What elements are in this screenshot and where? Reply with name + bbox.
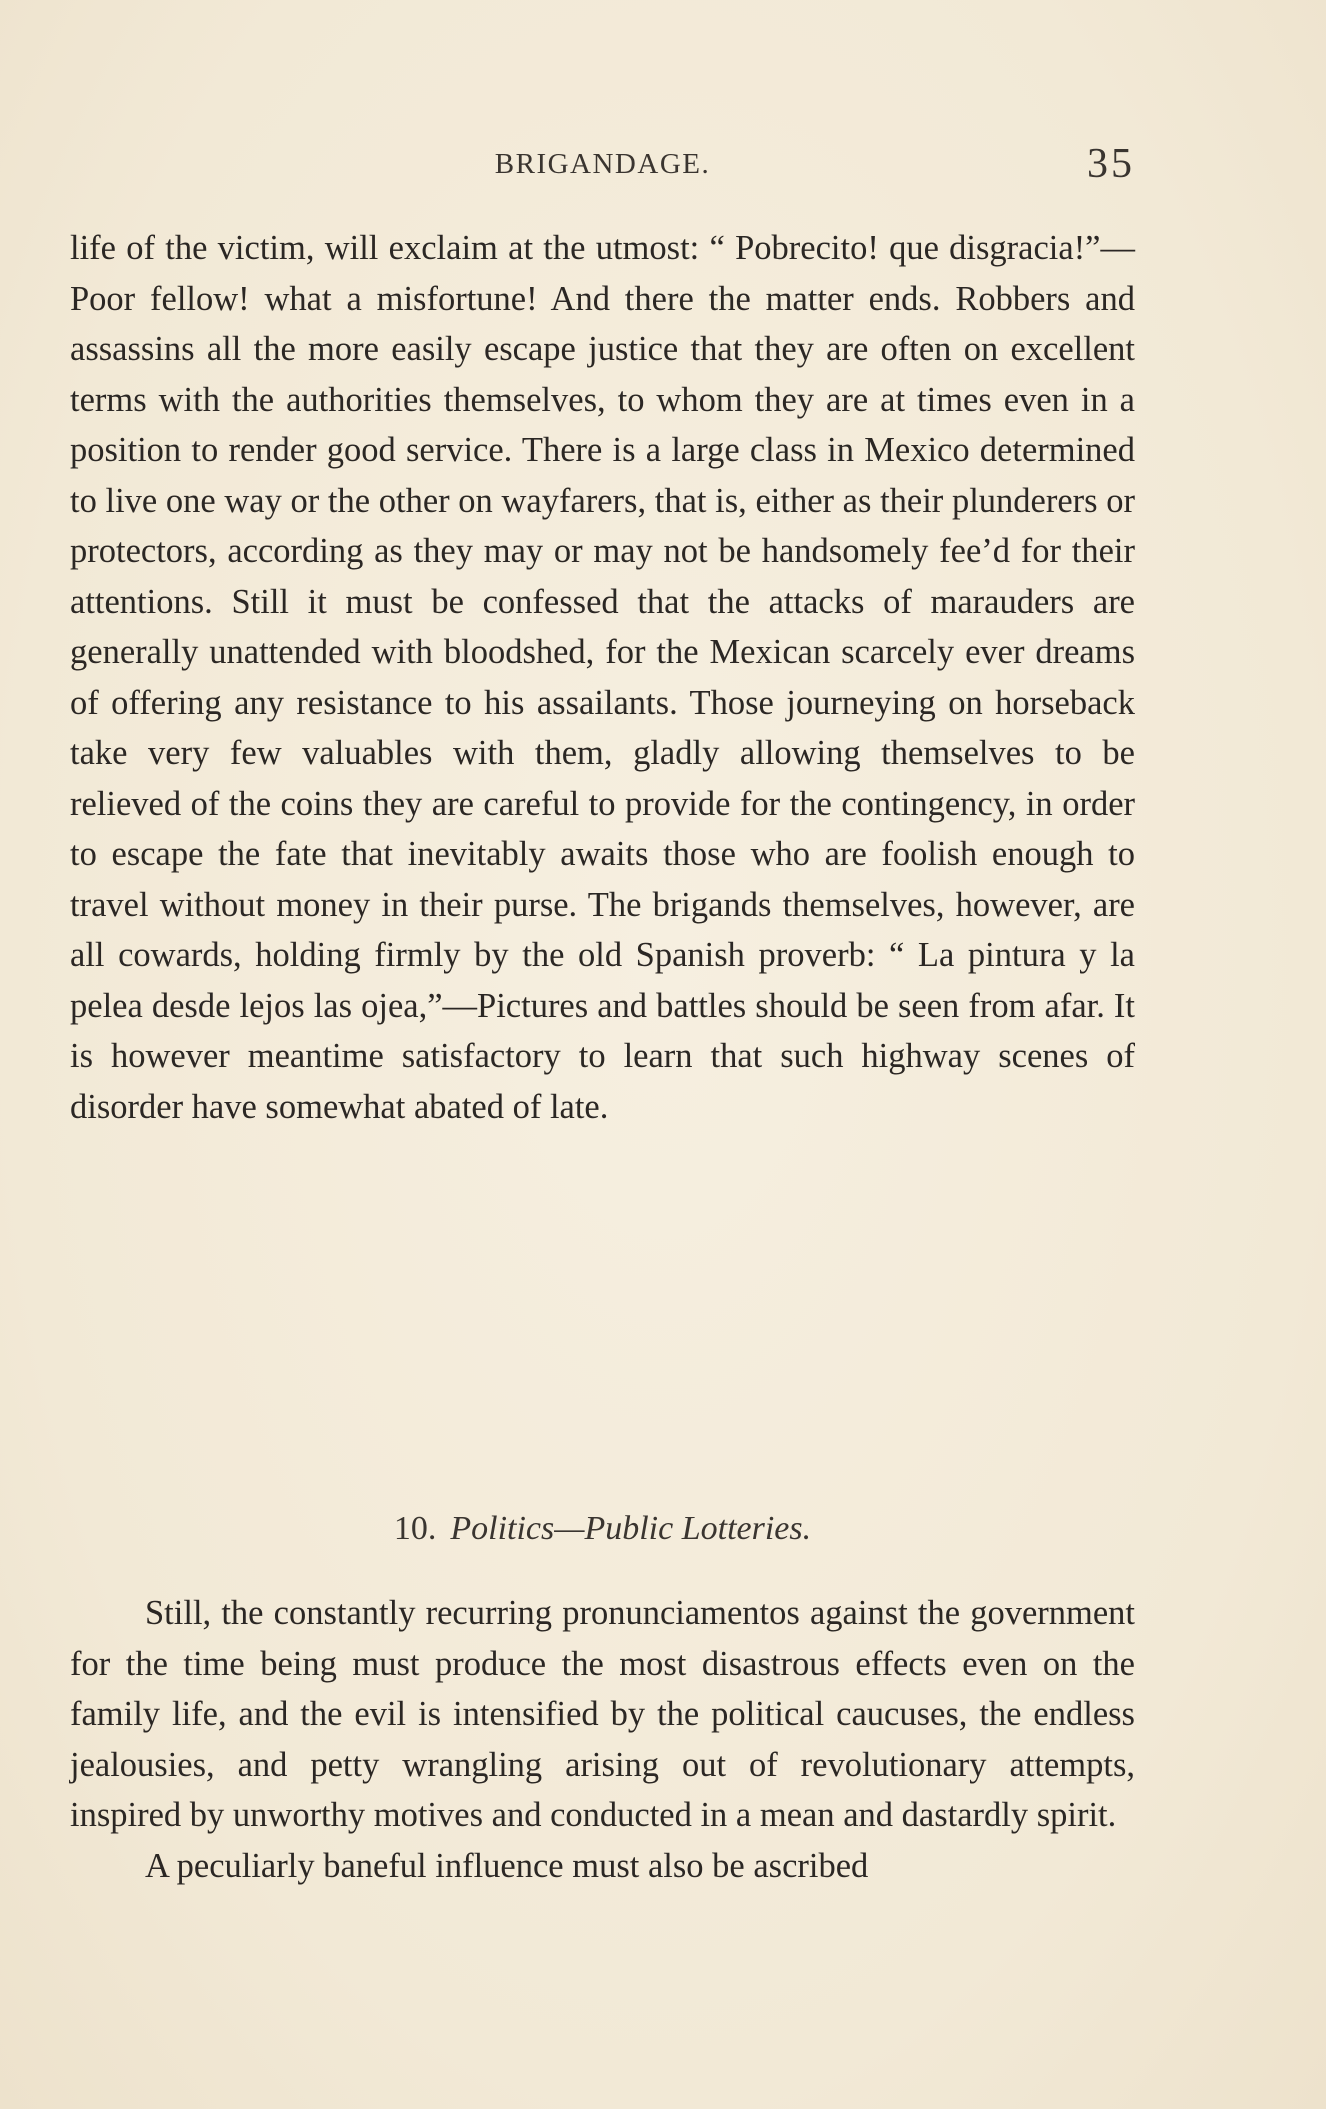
running-head: BRIGANDAGE. [494,148,711,180]
section-number: 10. [393,1510,437,1547]
page-header [70,140,1135,190]
body-text-bottom [70,1588,1135,1891]
section-title: Politics—Public Lotteries. [450,1510,812,1547]
paragraph-lotteries: A peculiarly baneful influence must also be ascribed [145,1846,869,1885]
paragraph-continued: life of the victim, will exclaim at the utmost: “ Pobrecito! que disgracia!”—Poor fellow! what a misfortune! And there the matter ends. Robbers and assassins all the more easily escape justice that they are often on excellent terms with the authorities themselves, to whom they are at times even in a position to render good service. There is a large class in Mexico determined to live one way or the other on wayfarers, that is, either as their plunderers or protectors, according as they may or may not be handsomely fee’d for their attentions. Still it must be confessed that the attacks of marauders are generally unattended with bloodshed, for the Mexican scarcely ever dreams of offering any resistance to his assailants. Those journeying on horseback take very few valuables with them, gladly allowing themselves to be relieved of the coins they are careful to provide for the contingency, in order to escape the fate that inevitably awaits those who are foolish enough to travel without money in their purse. The brigands themselves, however, are all cowards, holding firmly by the old Spanish proverb: “ La pintura y la pelea desde lejos las ojea,”—Pictures and battles should be seen from afar. It is however meantime satisfactory to learn that such highway scenes of disorder have somewhat abated of late. [70,229,1135,1126]
body-text-top [70,223,1135,1132]
paragraph-politics: Still, the constantly recurring pronunciamentos against the government for the time being must produce the most disastrous effects even on the family life, and the evil is intensified by the political caucuses, the endless jealousies, and petty wrangling arising out of revolutionary attempts, inspired by unworthy motives and conducted in a mean and dastardly spirit. [70,1594,1135,1834]
page-number: 35 [1087,141,1135,187]
section-heading [70,1510,1135,1548]
